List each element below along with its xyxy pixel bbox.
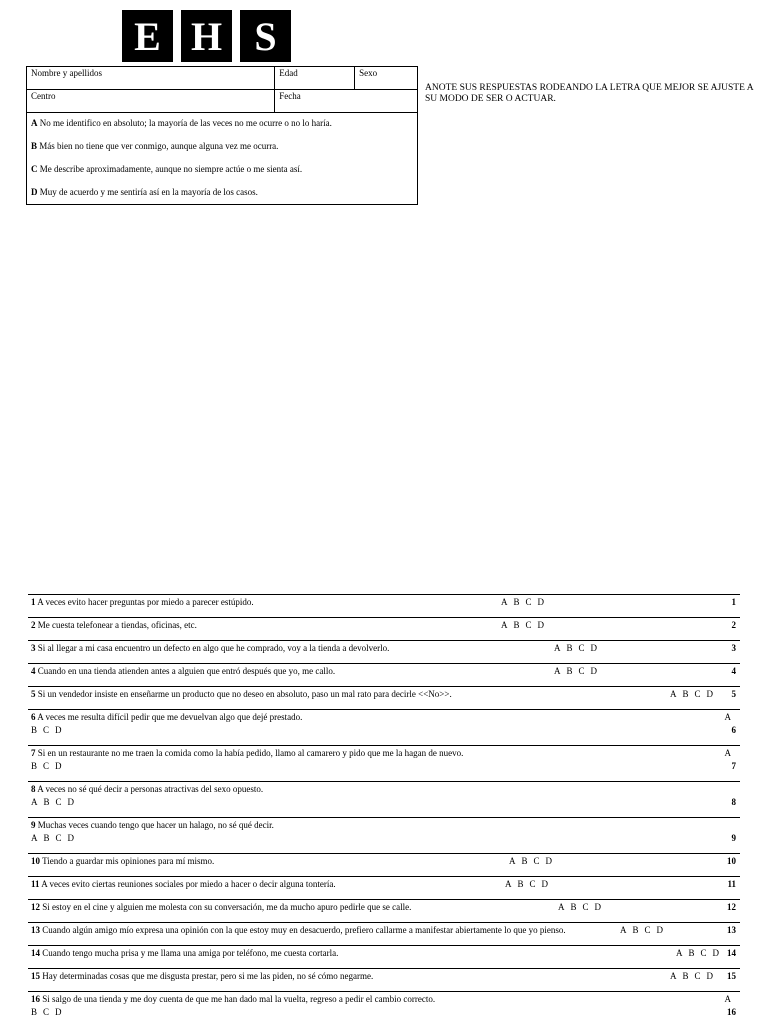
age-field[interactable] xyxy=(275,67,355,90)
answer-option-c[interactable]: C xyxy=(644,925,651,935)
name-label: Nombre y apellidos xyxy=(31,68,102,78)
answer-option-a[interactable]: A xyxy=(509,856,516,866)
item-number: 12 xyxy=(727,902,736,912)
item-number: 8 xyxy=(731,797,736,807)
answer-option-a[interactable]: A xyxy=(505,879,512,889)
answer-options xyxy=(501,597,550,607)
ehs-logo xyxy=(122,10,291,62)
answer-option-c[interactable]: C xyxy=(582,902,589,912)
answer-option-c[interactable]: C xyxy=(525,620,532,630)
answer-legend xyxy=(27,113,418,205)
name-field[interactable] xyxy=(27,67,275,90)
item-number: 14 xyxy=(727,948,736,958)
answer-option-d[interactable]: D xyxy=(55,1007,62,1017)
answer-option-a[interactable]: A xyxy=(670,689,677,699)
answer-option-b[interactable]: B xyxy=(31,725,38,735)
date-label: Fecha xyxy=(279,91,301,101)
question-text: 12 Si estoy en el cine y alguien me molesta con su conversación, me da mucho apuro pedirle que se calle. xyxy=(31,902,412,912)
answer-option-c[interactable]: C xyxy=(533,856,540,866)
answer-option-d[interactable]: D xyxy=(712,948,720,958)
answer-option-d[interactable]: D xyxy=(594,902,602,912)
answer-option-b[interactable]: B xyxy=(513,620,520,630)
question-row xyxy=(28,686,740,709)
question-row xyxy=(28,745,740,781)
question-text: 8 A veces no sé qué decir a personas atractivas del sexo opuesto. xyxy=(31,784,264,794)
answer-option-b[interactable]: B xyxy=(513,597,520,607)
question-row xyxy=(28,709,740,745)
answer-option-c[interactable]: C xyxy=(578,666,585,676)
question-row xyxy=(28,968,740,991)
question-text: 1 A veces evito hacer preguntas por miedo a parecer estúpido. xyxy=(31,597,254,607)
question-text: 14 Cuando tengo mucha prisa y me llama una amiga por teléfono, me cuesta cortarla. xyxy=(31,948,339,958)
question-row xyxy=(28,663,740,686)
questionnaire-items xyxy=(28,594,740,1027)
question-row xyxy=(28,594,740,617)
question-text: 10 Tiendo a guardar mis opiniones para mí mismo. xyxy=(31,856,215,866)
answer-option-a[interactable]: A xyxy=(501,597,508,607)
sex-field[interactable] xyxy=(355,67,418,90)
answer-option-a[interactable]: A xyxy=(620,925,627,935)
answer-option-d[interactable]: D xyxy=(590,666,598,676)
item-number: 13 xyxy=(727,925,736,935)
logo-letter: H xyxy=(181,10,232,62)
answer-option-a[interactable]: A xyxy=(724,994,731,1004)
item-number: 9 xyxy=(731,833,736,843)
legend-item: D Muy de acuerdo y me sentiría así en la mayoría de los casos. xyxy=(31,187,258,197)
legend-item: A No me identifico en absoluto; la mayoría de las veces no me ocurre o no lo haría. xyxy=(31,118,332,128)
question-row xyxy=(28,922,740,945)
answer-option-a[interactable]: A xyxy=(501,620,508,630)
respondent-info-table xyxy=(26,66,418,205)
answer-options xyxy=(501,620,550,630)
question-text: 4 Cuando en una tienda atienden antes a alguien que entró después que yo, me callo. xyxy=(31,666,336,676)
item-number: 2 xyxy=(731,620,736,630)
answer-option-b[interactable]: B xyxy=(682,689,689,699)
item-number: 10 xyxy=(727,856,736,866)
answer-option-d[interactable]: D xyxy=(545,856,553,866)
question-row xyxy=(28,991,740,1027)
instructions-text: ANOTE SUS RESPUESTAS RODEANDO LA LETRA QUE MEJOR SE AJUSTE A SU MODO DE SER O ACTUAR. xyxy=(425,83,754,104)
answer-option-b[interactable]: B xyxy=(682,971,689,981)
answer-option-c[interactable]: C xyxy=(43,761,50,771)
answer-option-b[interactable]: B xyxy=(521,856,528,866)
answer-option-b[interactable]: B xyxy=(632,925,639,935)
question-row xyxy=(28,817,740,853)
answer-options xyxy=(505,879,554,889)
answer-option-c[interactable]: C xyxy=(700,948,707,958)
answer-option-c[interactable]: C xyxy=(43,1007,50,1017)
answer-option-a[interactable]: A xyxy=(31,833,38,843)
question-text: 16 Si salgo de una tienda y me doy cuenta de que me han dado mal la vuelta, regreso a pedir el cambio correcto. xyxy=(31,994,436,1004)
age-label: Edad xyxy=(279,68,298,78)
item-number: 3 xyxy=(731,643,736,653)
question-text: 5 Si un vendedor insiste en enseñarme un producto que no deseo en absoluto, paso un mal rato para decirle <<No>>. xyxy=(31,689,452,699)
question-text: 9 Muchas veces cuando tengo que hacer un halago, no sé qué decir. xyxy=(31,820,274,830)
question-row xyxy=(28,617,740,640)
answer-option-a[interactable]: A xyxy=(554,643,561,653)
question-row xyxy=(28,945,740,968)
answer-option-b[interactable]: B xyxy=(517,879,524,889)
answer-option-c[interactable]: C xyxy=(694,689,701,699)
answer-option-b[interactable]: B xyxy=(566,643,573,653)
item-number: 7 xyxy=(731,761,736,771)
question-row xyxy=(28,853,740,876)
sex-label: Sexo xyxy=(359,68,378,78)
question-row xyxy=(28,781,740,817)
answer-option-b[interactable]: B xyxy=(566,666,573,676)
center-label: Centro xyxy=(31,91,56,101)
answer-option-d[interactable]: D xyxy=(541,879,549,889)
question-text: 3 Si al llegar a mi casa encuentro un defecto en algo que he comprado, voy a la tienda a devolverlo. xyxy=(31,643,390,653)
answer-options xyxy=(670,689,719,699)
answer-option-b[interactable]: B xyxy=(43,797,50,807)
question-text: 13 Cuando algún amigo mío expresa una opinión con la que estoy muy en desacuerdo, prefiero callarme a manifestar abiertamente lo que yo pienso. xyxy=(31,925,566,935)
answer-option-b[interactable]: B xyxy=(31,761,38,771)
item-number: 15 xyxy=(727,971,736,981)
question-text: 2 Me cuesta telefonear a tiendas, oficinas, etc. xyxy=(31,620,197,630)
answer-options xyxy=(558,902,607,912)
item-number: 5 xyxy=(731,689,736,699)
date-field[interactable] xyxy=(275,90,418,113)
answer-options xyxy=(31,761,68,771)
answer-option-c[interactable]: C xyxy=(529,879,536,889)
answer-options xyxy=(31,725,68,735)
answer-options xyxy=(31,1007,68,1017)
item-number: 16 xyxy=(727,1007,736,1017)
question-row xyxy=(28,899,740,922)
question-row xyxy=(28,876,740,899)
answer-option-c[interactable]: C xyxy=(43,725,50,735)
item-number: 4 xyxy=(731,666,736,676)
answer-option-b[interactable]: B xyxy=(31,1007,38,1017)
answer-option-d[interactable]: D xyxy=(656,925,664,935)
answer-option-c[interactable]: C xyxy=(578,643,585,653)
answer-option-c[interactable]: C xyxy=(55,833,62,843)
answer-option-d[interactable]: D xyxy=(55,725,62,735)
answer-options xyxy=(676,948,725,958)
question-row xyxy=(28,640,740,663)
logo-letter: E xyxy=(122,10,173,62)
answer-options xyxy=(509,856,558,866)
answer-option-d[interactable]: D xyxy=(537,597,545,607)
answer-option-d[interactable]: D xyxy=(55,761,62,771)
answer-option-d[interactable]: D xyxy=(537,620,545,630)
item-number: 6 xyxy=(731,725,736,735)
answer-option-d[interactable]: D xyxy=(706,971,714,981)
item-number: 11 xyxy=(727,879,736,889)
question-text: 11 A veces evito ciertas reuniones sociales por miedo a hacer o decir alguna tontería. xyxy=(31,879,336,889)
question-text: 15 Hay determinadas cosas que me disgusta prestar, pero si me las piden, no sé cómo negarme. xyxy=(31,971,374,981)
answer-option-b[interactable]: B xyxy=(688,948,695,958)
answer-option-a[interactable]: A xyxy=(554,666,561,676)
answer-option-a[interactable]: A xyxy=(31,797,38,807)
answer-options xyxy=(31,797,80,807)
answer-option-d[interactable]: D xyxy=(67,797,75,807)
answer-option-b[interactable]: B xyxy=(570,902,577,912)
answer-option-b[interactable]: B xyxy=(43,833,50,843)
question-text: 6 A veces me resulta difícil pedir que me devuelvan algo que dejé prestado. xyxy=(31,712,303,722)
answer-options xyxy=(554,666,603,676)
answer-option-c[interactable]: C xyxy=(694,971,701,981)
answer-option-d[interactable]: D xyxy=(67,833,75,843)
answer-options xyxy=(670,971,719,981)
answer-option-a[interactable]: A xyxy=(724,748,731,758)
answer-option-c[interactable]: C xyxy=(55,797,62,807)
legend-item: C Me describe aproximadamente, aunque no siempre actúe o me sienta así. xyxy=(31,164,303,174)
answer-option-a[interactable]: A xyxy=(558,902,565,912)
answer-options xyxy=(554,643,603,653)
item-number: 1 xyxy=(731,597,736,607)
logo-letter: S xyxy=(240,10,291,62)
center-field[interactable] xyxy=(27,90,275,113)
answer-option-a[interactable]: A xyxy=(724,712,731,722)
answer-option-a[interactable]: A xyxy=(676,948,683,958)
answer-option-a[interactable]: A xyxy=(670,971,677,981)
answer-options xyxy=(620,925,669,935)
answer-option-c[interactable]: C xyxy=(525,597,532,607)
question-text: 7 Si en un restaurante no me traen la comida como la había pedido, llamo al camarero y pido que me la hagan de nuevo. xyxy=(31,748,464,758)
legend-item: B Más bien no tiene que ver conmigo, aunque alguna vez me ocurra. xyxy=(31,141,279,151)
answer-option-d[interactable]: D xyxy=(590,643,598,653)
answer-option-d[interactable]: D xyxy=(706,689,714,699)
answer-options xyxy=(31,833,80,843)
